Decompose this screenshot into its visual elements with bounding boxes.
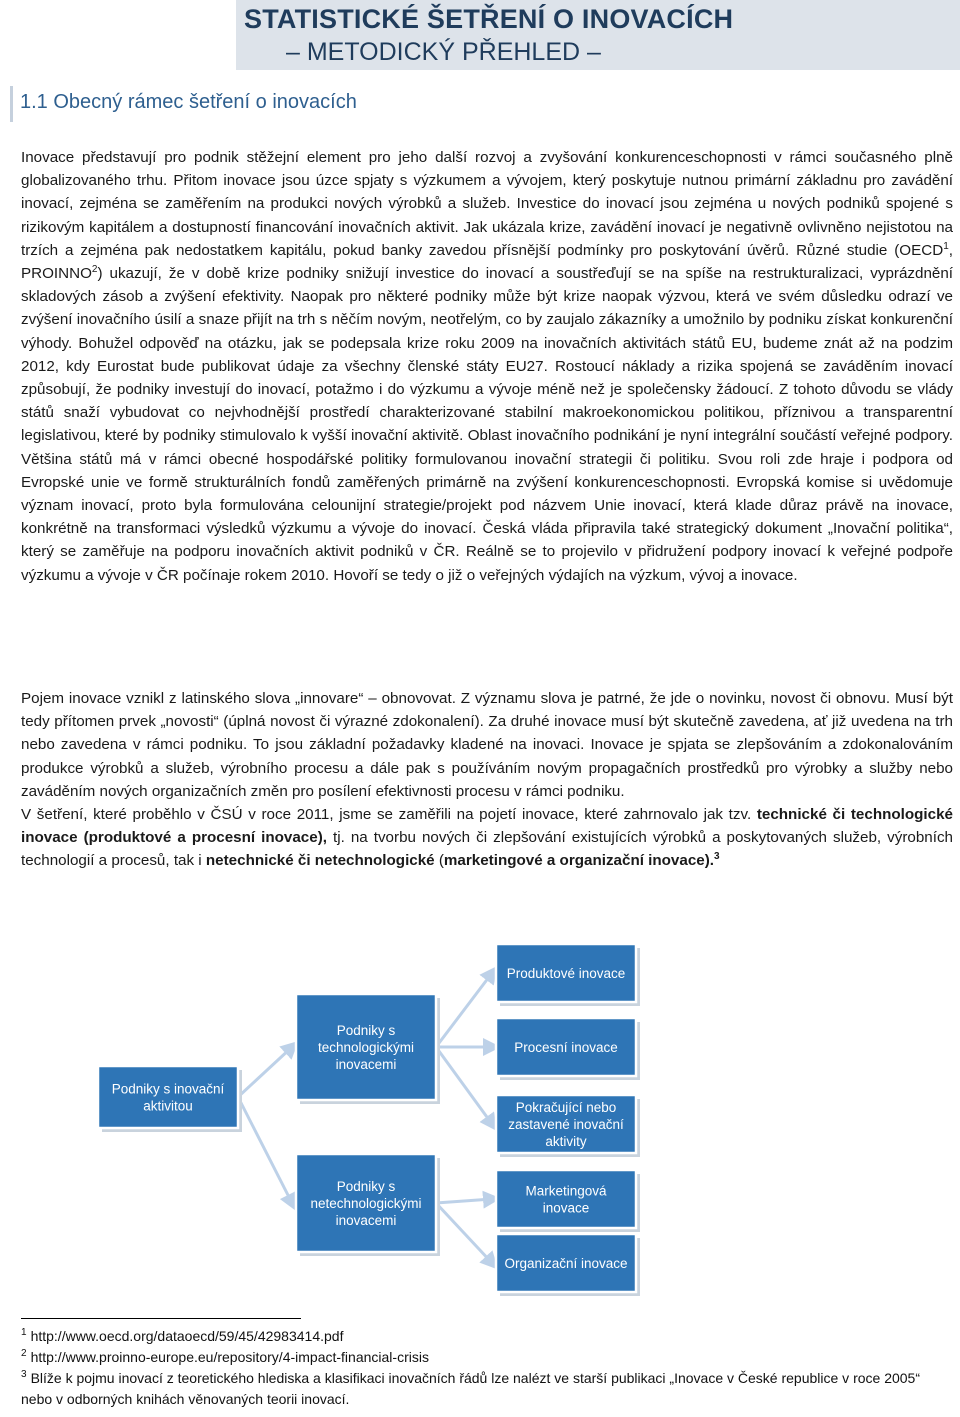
diagram-arrow bbox=[436, 973, 492, 1047]
sentence: Pojem inovace vznikl z latinského slova „innovare“ – obnovovat. bbox=[21, 690, 461, 707]
diagram-arrow bbox=[238, 1097, 292, 1203]
sentence: Inovace představují pro podnik stěžejní element pro jeho další rozvoj a zvyšování konkurenceschopnosti v rámci současného plně globalizovaného trhu. bbox=[21, 149, 953, 190]
sentence: Hovoří se tedy o již o veřejných výdajích na výzkum, vývoj a inovace. bbox=[333, 566, 798, 584]
sentence: Různé studie (OECD bbox=[796, 241, 944, 259]
sentence: Česká vláda připravila také strategický dokument „Inovační politika“, který se zaměřuje na podporu inovačních aktivit podniků v ČR. bbox=[21, 520, 953, 561]
diagram-box-label: inovace bbox=[542, 1200, 590, 1216]
footnote-number: 2 bbox=[21, 1348, 27, 1360]
diagram-box-label: Podniky s bbox=[336, 1023, 396, 1038]
diagram-arrow bbox=[436, 1047, 492, 1124]
sentence: Většina států má v rámci obecné hospodářské politiky formulovanou inovační strategii či politiku. bbox=[21, 450, 718, 468]
diagram-box-label: Pokračující nebo bbox=[515, 1100, 617, 1115]
survey-scope-text: ( bbox=[434, 852, 444, 870]
diagram-arrow bbox=[436, 1203, 492, 1263]
diagram-box-process bbox=[496, 1018, 640, 1080]
diagram-box-label: Produktové inovace bbox=[506, 966, 626, 981]
document-title: STATISTICKÉ ŠETŘENÍ O INOVACÍCH bbox=[244, 4, 734, 34]
diagram-box-organizational bbox=[496, 1234, 640, 1296]
diagram-box-ongoing bbox=[496, 1095, 640, 1157]
diagram-box-label: Podniky s bbox=[336, 1179, 396, 1194]
diagram-box-label: inovacemi bbox=[335, 1213, 397, 1228]
footnote-ref: 1 bbox=[943, 240, 949, 252]
diagram-box-label: technologickými bbox=[317, 1040, 415, 1055]
diagram-box-shape bbox=[98, 1066, 238, 1128]
footnote-separator bbox=[21, 1318, 301, 1319]
diagram-boxes bbox=[98, 944, 640, 1296]
sentence: To jsou základní požadavky kladené na inovaci. bbox=[253, 736, 591, 754]
footnote-ref: 2 bbox=[91, 263, 98, 275]
non-technological-term: netechnické či netechnologické bbox=[205, 852, 435, 870]
diagram-arrow bbox=[436, 1199, 492, 1203]
sentence: Reálně se to projevilo v přidružení podpory inovací k veřejné podpoře výzkumu a vývoje v ČR počínaje rokem 2010. bbox=[21, 543, 953, 584]
footnote-number: 3 bbox=[21, 1369, 27, 1381]
footnote-text: Blíže k pojmu inovací z teoretického hlediska a klasifikaci inovačních řádů lze nalézt ve starší publikaci „Inovace v České republice v roce 2005“ nebo v odborných knihách věnovaných teorii inovací. bbox=[21, 1370, 920, 1407]
diagram-box-non-technological bbox=[296, 1154, 440, 1256]
sentence: Inovace je spjata se zlepšováním a zdokonalováním produkce výrobků a služeb, výrobního procesu a dále pak s používáním novým propagačních prostředků pro výrobky a služby nebo zaváděním nových organizačních změn pro posílení efektivnosti procesu v rámci podniku. bbox=[21, 736, 953, 800]
sentence: Oblast inovačního podnikání je nyní integrální součástí veřejné podpory. bbox=[467, 427, 953, 445]
footnote-link[interactable]: http://www.proinno-europe.eu/repository/4-impact-financial-crisis bbox=[30, 1349, 429, 1365]
technological-innovation-term: technické či technologické inovace (produktové a procesní inovace), bbox=[21, 806, 953, 847]
diagram-box-technological bbox=[296, 994, 440, 1104]
diagram-box-label: aktivity bbox=[545, 1134, 587, 1149]
diagram-box-shape bbox=[496, 1170, 636, 1228]
diagram-box-label: inovacemi bbox=[335, 1057, 397, 1072]
footnote-link[interactable]: http://www.oecd.org/dataoecd/59/45/42983414.pdf bbox=[30, 1328, 344, 1344]
survey-scope-text: tj. na tvorbu nových či zlepšování existujících výrobků a poskytovaných služeb, výrobních technologií a procesů, tak i bbox=[21, 829, 953, 870]
footnote bbox=[21, 1368, 951, 1410]
sentence: Evropská komise si uvědomuje význam inovací, proto byla formulována celounijní strategie/projekt pod názvem Unie inovací, která klade důraz právě na inovace, konkrétně na transformaci výsledků výzkumu a vývoje do inovací. bbox=[21, 473, 954, 538]
sentence: Svou roli zde hraje i podpora od Evropské unie ve formě strukturálních fondů zaměřených primárně na zvýšení konkurenceschopnosti. bbox=[21, 450, 953, 491]
footnote bbox=[21, 1326, 951, 1347]
sentence: Rostoucí náklady a rizika spojená se zaváděním inovací způsobují, že podniky investují do inovací, potažmo i do výzkumu a vývoje méně než je společensky žádoucí. bbox=[21, 357, 953, 399]
paragraph-innovation-context bbox=[21, 146, 953, 587]
diagram-box-label: Procesní inovace bbox=[514, 1040, 618, 1055]
diagram-box-label: Podniky s inovační bbox=[111, 1081, 225, 1097]
survey-scope-text: V šetření, které proběhlo v ČSÚ v roce 2011, jsme se zaměřili na pojetí inovace, které zahrnovalo jak tzv. bbox=[21, 806, 757, 824]
diagram-box-label: netechnologickými bbox=[310, 1196, 422, 1211]
footnote-ref: 3 bbox=[714, 851, 720, 863]
diagram-box-root bbox=[98, 1066, 242, 1132]
sentence: ) ukazují, že v době krize podniky snižují investice do inovací a soustřeďují se na spíše na restrukturalizaci, vyprázdnění skladových zásob a zvýšení efektivity. bbox=[21, 265, 953, 306]
innovation-classification-diagram bbox=[0, 938, 960, 1298]
sentence: Bohužel odpověď na otázku, jak se podepsala krize roku 2009 na inovačních aktivitách států EU, budeme znát až na podzim 2012, kdy Eurostat bude publikovat údaje za všechny členské státy EU27. bbox=[21, 334, 954, 375]
sentence: Z tohoto důvodu se vlády států snaží vybudovat co nejvhodnější prostředí charakterizované stabilní makroekonomickou politikou, příznivou a transparentní legislativou, které by podniky stimulovalo k vyšší inovační aktivitě. bbox=[21, 381, 953, 445]
diagram-box-label: Marketingová bbox=[525, 1183, 607, 1199]
document-subtitle: – METODICKÝ PŘEHLED – bbox=[286, 38, 601, 66]
diagram-box-label: aktivitou bbox=[143, 1098, 193, 1114]
sentence: Naopak pro některé podniky může být krize naopak výzvou, která ve svém důsledku odrazí ve zvýšení inovačního úsilí a snaze přijít na trh s něčím novým, neotřelým, co by zaujalo zákazníky a umožnilo by podniku získat konkurenční výhody. bbox=[21, 288, 953, 352]
footnote bbox=[21, 1347, 951, 1368]
footnotes bbox=[21, 1326, 951, 1410]
sentence: Musí být tedy přítomen prvek „novosti“ (úplná novost či výrazné zdokonalení). bbox=[21, 690, 953, 731]
diagram-box-label: zastavené inovační bbox=[508, 1117, 624, 1132]
sentence: Investice do inovací jsou zejména u nových podniků spojené s rizikovým kapitálem a dostupností financování inovačních aktivit. bbox=[21, 195, 953, 236]
section-accent-bar bbox=[10, 86, 13, 122]
sentence: Z významu slova je patrné, že jde o novinku, novost či obnovu. bbox=[460, 690, 895, 707]
diagram-arrow bbox=[238, 1047, 292, 1097]
paragraph-innovation-definition bbox=[21, 687, 953, 873]
sentence: , PROINNO bbox=[21, 241, 953, 283]
diagram-box-label: Organizační inovace bbox=[504, 1256, 628, 1271]
sentence: Přitom inovace jsou úzce spjaty s výzkumem a vývojem, který poskytuje nutnou primární základnu pro zavádění inovací, zejména se zaměřením na produkci nových výrobků a služeb. bbox=[21, 172, 953, 213]
sentence: Jak ukázala krize, zavádění inovací je negativně ovlivněno nejistotou na trzích a zejména pak nedostatkem kapitálu, pokud banky zavedou přísnější podmínky pro poskytování úvěrů. bbox=[21, 218, 953, 259]
footnote-number: 1 bbox=[21, 1327, 27, 1339]
diagram-box-product bbox=[496, 944, 640, 1006]
sentence: Za druhé inovace musí být skutečně zavedena, ať již uvedena na trh nebo zavedena v rámci podniku. bbox=[21, 713, 953, 754]
marketing-organizational-term: marketingové a organizační inovace). bbox=[443, 852, 714, 870]
section-heading: 1.1 Obecný rámec šetření o inovacích bbox=[20, 91, 357, 113]
diagram-box-marketing bbox=[496, 1170, 640, 1232]
